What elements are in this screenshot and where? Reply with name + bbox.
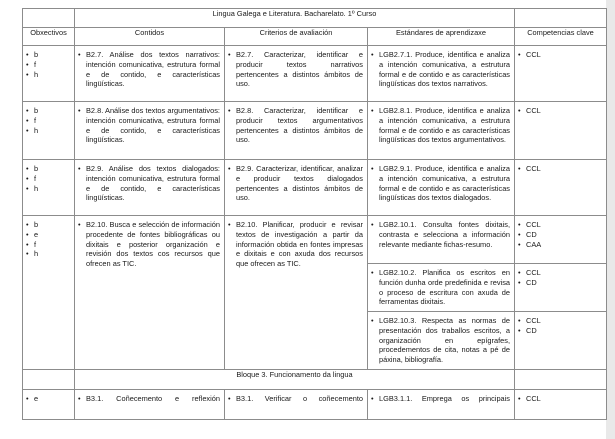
obxectivo-item: • f — [26, 174, 70, 184]
contidos-cell — [75, 160, 225, 216]
competencia-item: • CCL — [518, 164, 602, 174]
contido-text: • B2.8. Análise dos textos argumentativos: intención comunicativa, estrutura formal e de contido, e características lingüísticas. — [78, 106, 220, 145]
bloque-heading-row — [23, 370, 607, 390]
criterios-cell — [225, 390, 368, 420]
criterio-text: • B2.8. Caracterizar, identificar e producir textos argumentativos pertencentes a distintos ámbitos de uso. — [228, 106, 363, 145]
obxectivo-item: • h — [26, 126, 70, 136]
competencias-cell — [515, 390, 607, 420]
criterio-text: • B2.10. Planificar, producir e revisar textos de investigación a partir da información obtida en fontes impresas e dixitais e con axuda dos recursos que ofrecen as TIC. — [228, 220, 363, 269]
estandar-cell — [368, 216, 515, 264]
obxectivo-item: • b — [26, 220, 70, 230]
competencias-cell — [515, 102, 607, 160]
col-header-competencias: Competencias clave — [515, 28, 607, 46]
criterios-cell — [225, 216, 368, 370]
contidos-cell — [75, 102, 225, 160]
obxectivo-item: • f — [26, 60, 70, 70]
table-title: Lingua Galega e Literatura. Bacharelato. 1º Curso — [75, 9, 515, 28]
competencia-item: • CAA — [518, 240, 602, 250]
col-header-criterios: Criterios de avaliación — [225, 28, 368, 46]
table-title-spacer — [23, 9, 75, 28]
obxectivo-item: • h — [26, 70, 70, 80]
criterios-cell — [225, 46, 368, 102]
estandar-text: • LGB2.8.1. Produce, identifica e analiza a intención comunicativa, a estrutura formal e de contido e as características lingüísticas dos textos argumentativos. — [371, 106, 510, 145]
obxectivo-item: • e — [26, 394, 70, 404]
estandar-text: • LGB3.1.1. Emprega os principais — [371, 394, 510, 404]
obxectivos-cell — [23, 390, 75, 420]
competencias-cell — [515, 312, 607, 370]
competencia-item: • CCL — [518, 268, 602, 278]
criterio-text: • B2.7. Caracterizar, identificar e producir textos narrativos pertencentes a distintos ámbitos de uso. — [228, 50, 363, 89]
bloque-title: Bloque 3. Funcionamento da lingua — [75, 370, 515, 390]
estandar-cell — [368, 46, 515, 102]
contidos-cell — [75, 46, 225, 102]
competencia-item: • CCL — [518, 220, 602, 230]
obxectivo-item: • h — [26, 184, 70, 194]
table-row — [23, 160, 607, 216]
competencias-cell — [515, 216, 607, 264]
estandar-cell — [368, 102, 515, 160]
curriculum-table — [22, 8, 607, 420]
obxectivos-cell — [23, 160, 75, 216]
table-title-row — [23, 9, 607, 28]
estandar-cell — [368, 264, 515, 312]
table-row — [23, 102, 607, 160]
criterio-text: • B3.1. Verificar o coñecemento — [228, 394, 363, 404]
obxectivo-item: • b — [26, 50, 70, 60]
table-row — [23, 390, 607, 420]
table-title-spacer-right — [515, 9, 607, 28]
estandar-cell — [368, 160, 515, 216]
bloque-spacer — [23, 370, 75, 390]
obxectivo-item: • b — [26, 164, 70, 174]
criterios-cell — [225, 102, 368, 160]
estandar-text: • LGB2.10.1. Consulta fontes dixitais, contrasta e selecciona a información relevante mediante fichas-resumo. — [371, 220, 510, 249]
obxectivos-cell — [23, 216, 75, 370]
obxectivo-item: • f — [26, 116, 70, 126]
estandar-text: • LGB2.7.1. Produce, identifica e analiza a intención comunicativa, a estrutura formal e de contido e as características lingüísticas dos textos narrativos. — [371, 50, 510, 89]
bloque-spacer-right — [515, 370, 607, 390]
estandar-cell — [368, 312, 515, 370]
competencia-item: • CCL — [518, 394, 602, 404]
contido-text: • B2.9. Análise dos textos dialogados: intención comunicativa, estrutura formal e de contido, e características lingüísticas. — [78, 164, 220, 203]
contido-text: • B2.7. Análise dos textos narrativos: intención comunicativa, estrutura formal e de contido, e características lingüísticas. — [78, 50, 220, 89]
table-row — [23, 216, 607, 264]
competencia-item: • CCL — [518, 50, 602, 60]
contidos-cell — [75, 216, 225, 370]
competencia-item: • CCL — [518, 316, 602, 326]
obxectivo-item: • f — [26, 240, 70, 250]
competencia-item: • CD — [518, 230, 602, 240]
competencias-cell — [515, 46, 607, 102]
page-edge — [606, 0, 615, 439]
estandar-text: • LGB2.10.2. Planifica os escritos en función dunha orde predefinida e revisa o proceso de escritura con axuda de ferramentas dixitais. — [371, 268, 510, 307]
estandar-text: • LGB2.10.3. Respecta as normas de presentación dos traballos escritos, a organización en epígrafes, procedementos de cita, notas a pé de páxina, bibliografía. — [371, 316, 510, 365]
column-header-row — [23, 28, 607, 46]
estandar-cell — [368, 390, 515, 420]
competencia-item: • CD — [518, 326, 602, 336]
obxectivo-item: • e — [26, 230, 70, 240]
col-header-contidos: Contidos — [75, 28, 225, 46]
competencias-cell — [515, 264, 607, 312]
competencia-item: • CD — [518, 278, 602, 288]
competencias-cell — [515, 160, 607, 216]
contidos-cell — [75, 390, 225, 420]
col-header-estandares: Estándares de aprendizaxe — [368, 28, 515, 46]
contido-text: • B2.10. Busca e selección de información procedente de fontes bibliográficas ou dixitais e posterior organización e revisión dos textos cos recursos que ofrecen as TIC. — [78, 220, 220, 269]
competencia-item: • CCL — [518, 106, 602, 116]
estandar-text: • LGB2.9.1. Produce, identifica e analiza a intención comunicativa, a estrutura formal e de contido e as características lingüísticas dos textos dialogados. — [371, 164, 510, 203]
contido-text: • B3.1. Coñecemento e reflexión — [78, 394, 220, 404]
criterio-text: • B2.9. Caracterizar, identificar, analizar e producir textos dialogados pertencentes a distintos ámbitos de uso. — [228, 164, 363, 203]
obxectivos-cell — [23, 102, 75, 160]
criterios-cell — [225, 160, 368, 216]
table-row — [23, 46, 607, 102]
col-header-obxectivos: Obxectivos — [23, 28, 75, 46]
obxectivo-item: • b — [26, 106, 70, 116]
obxectivos-cell — [23, 46, 75, 102]
obxectivo-item: • h — [26, 249, 70, 259]
